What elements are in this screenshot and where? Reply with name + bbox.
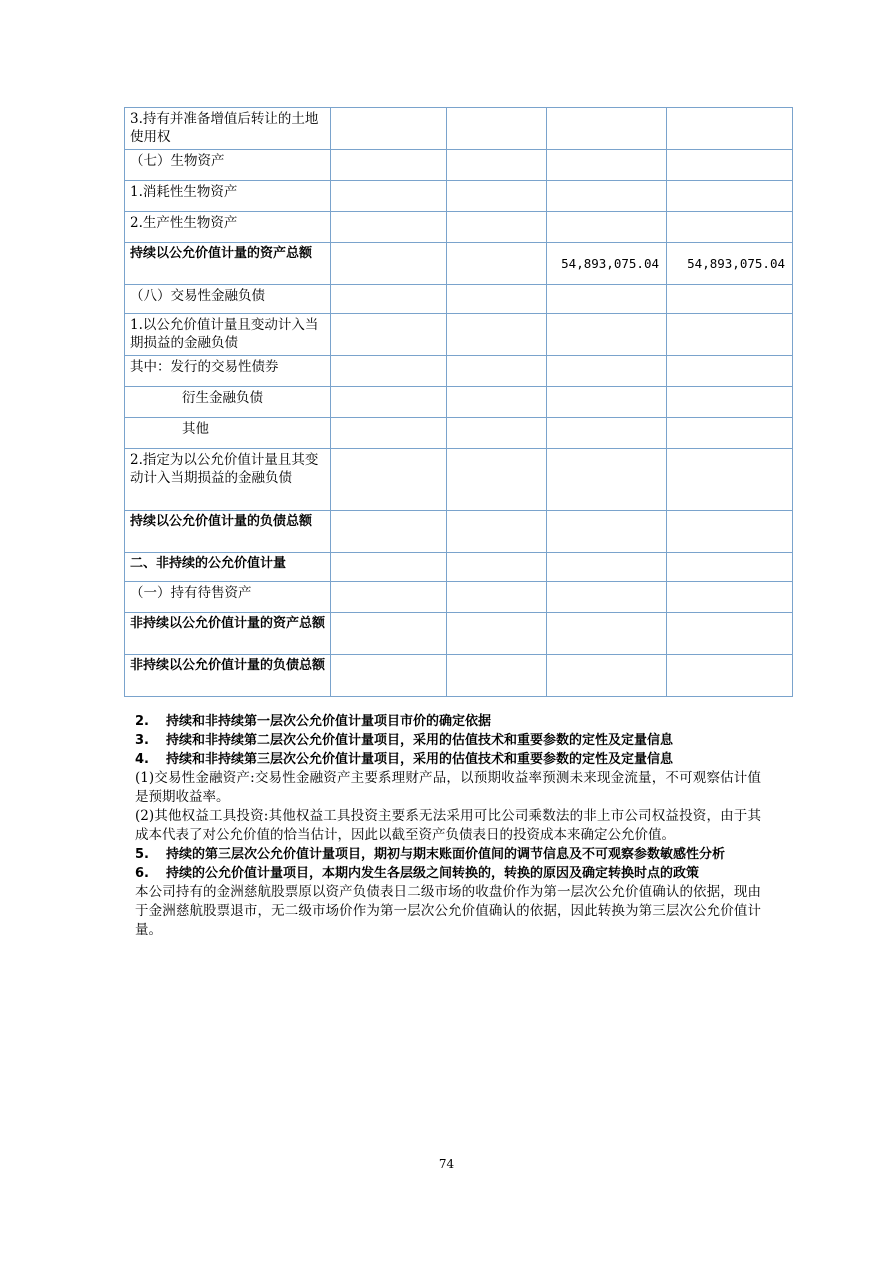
heading-text: 持续和非持续第一层次公允价值计量项目市价的确定依据	[166, 714, 492, 729]
cell	[447, 582, 547, 613]
cell	[667, 582, 793, 613]
cell	[447, 449, 547, 511]
cell	[331, 314, 447, 356]
cell	[331, 418, 447, 449]
cell	[667, 356, 793, 387]
row-label: （一）持有待售资产	[125, 582, 331, 613]
heading-3	[135, 731, 761, 750]
cell	[331, 655, 447, 697]
cell	[667, 212, 793, 243]
cell-total-value: 54,893,075.04	[667, 243, 793, 285]
table-row	[125, 655, 793, 697]
cell	[447, 150, 547, 181]
cell	[667, 387, 793, 418]
table-row	[125, 243, 793, 285]
table-row	[125, 150, 793, 181]
cell	[447, 285, 547, 314]
cell	[667, 449, 793, 511]
cell	[547, 356, 667, 387]
paragraph-equity-investments: (2)其他权益工具投资:其他权益工具投资主要系无法采用可比公司乘数法的非上市公司权益投资，由于其成本代表了对公允价值的恰当估计，因此以截至资产负债表日的投资成本来确定公允价值。	[135, 808, 761, 843]
cell	[667, 418, 793, 449]
cell	[547, 655, 667, 697]
cell	[447, 511, 547, 553]
cell	[547, 511, 667, 553]
row-label: 非持续以公允价值计量的资产总额	[125, 613, 331, 655]
cell	[667, 553, 793, 582]
row-label: 其中：发行的交易性债券	[125, 356, 331, 387]
heading-4	[135, 750, 761, 769]
fair-value-table	[124, 107, 793, 697]
heading-number: 2.	[135, 714, 149, 729]
table-row	[125, 449, 793, 511]
heading-2	[135, 712, 761, 731]
table-row	[125, 212, 793, 243]
cell	[447, 356, 547, 387]
cell	[547, 613, 667, 655]
table-row	[125, 314, 793, 356]
cell	[667, 108, 793, 150]
cell	[667, 511, 793, 553]
heading-text: 持续和非持续第二层次公允价值计量项目，采用的估值技术和重要参数的定性及定量信息	[166, 733, 674, 748]
heading-6	[135, 864, 761, 883]
cell	[547, 150, 667, 181]
notes-section	[135, 712, 761, 940]
cell	[331, 108, 447, 150]
cell	[447, 553, 547, 582]
cell	[447, 655, 547, 697]
cell	[547, 387, 667, 418]
row-label: 其他	[125, 418, 331, 449]
row-label: 非持续以公允价值计量的负债总额	[125, 655, 331, 697]
cell-level3-value: 54,893,075.04	[547, 243, 667, 285]
heading-5	[135, 845, 761, 864]
cell	[331, 511, 447, 553]
cell	[547, 285, 667, 314]
cell	[547, 314, 667, 356]
row-label: 3.持有并准备增值后转让的土地使用权	[125, 108, 331, 150]
cell	[447, 314, 547, 356]
cell	[447, 418, 547, 449]
row-label: （八）交易性金融负债	[125, 285, 331, 314]
table-row	[125, 387, 793, 418]
row-label: 2.生产性生物资产	[125, 212, 331, 243]
heading-text: 持续的公允价值计量项目，本期内发生各层级之间转换的，转换的原因及确定转换时点的政策	[166, 866, 700, 881]
cell	[547, 212, 667, 243]
cell	[331, 181, 447, 212]
cell	[547, 108, 667, 150]
row-label: 1.以公允价值计量且变动计入当期损益的金融负债	[125, 314, 331, 356]
cell	[331, 449, 447, 511]
table-row	[125, 418, 793, 449]
cell	[547, 181, 667, 212]
paragraph-level-transfer: 本公司持有的金洲慈航股票原以资产负债表日二级市场的收盘价作为第一层次公允价值确认的依据，现由于金洲慈航股票退市，无二级市场价作为第一层次公允价值确认的依据，因此转换为第三层次公允价值计量。	[135, 884, 761, 938]
cell	[331, 150, 447, 181]
row-label: （七）生物资产	[125, 150, 331, 181]
table-row	[125, 356, 793, 387]
cell	[667, 314, 793, 356]
heading-number: 4.	[135, 752, 149, 767]
table-row	[125, 582, 793, 613]
table-row	[125, 553, 793, 582]
cell	[331, 613, 447, 655]
table-row	[125, 285, 793, 314]
heading-text: 持续和非持续第三层次公允价值计量项目，采用的估值技术和重要参数的定性及定量信息	[166, 752, 674, 767]
cell	[447, 108, 547, 150]
cell	[447, 613, 547, 655]
page-number: 74	[438, 1157, 455, 1171]
cell	[331, 243, 447, 285]
cell	[331, 285, 447, 314]
heading-text: 持续的第三层次公允价值计量项目，期初与期末账面价值间的调节信息及不可观察参数敏感性分析	[166, 847, 726, 862]
cell	[331, 553, 447, 582]
paragraph-trading-assets: (1)交易性金融资产:交易性金融资产主要系理财产品，以预期收益率预测未来现金流量，不可观察估计值是预期收益率。	[135, 770, 761, 805]
table-row	[125, 613, 793, 655]
cell	[667, 150, 793, 181]
cell	[667, 181, 793, 212]
cell	[547, 449, 667, 511]
heading-number: 5.	[135, 847, 149, 862]
cell	[447, 387, 547, 418]
row-label: 持续以公允价值计量的负债总额	[125, 511, 331, 553]
cell	[331, 387, 447, 418]
row-label: 衍生金融负债	[125, 387, 331, 418]
row-label: 二、非持续的公允价值计量	[125, 553, 331, 582]
heading-number: 3.	[135, 733, 149, 748]
row-label: 1.消耗性生物资产	[125, 181, 331, 212]
cell	[331, 582, 447, 613]
cell	[547, 418, 667, 449]
cell	[667, 613, 793, 655]
row-label: 2.指定为以公允价值计量且其变动计入当期损益的金融负债	[125, 449, 331, 511]
table-row	[125, 181, 793, 212]
heading-number: 6.	[135, 866, 149, 881]
table-row	[125, 511, 793, 553]
cell	[667, 655, 793, 697]
table-row	[125, 108, 793, 150]
cell	[547, 582, 667, 613]
cell	[331, 212, 447, 243]
cell	[447, 181, 547, 212]
cell	[447, 212, 547, 243]
cell	[447, 243, 547, 285]
row-label: 持续以公允价值计量的资产总额	[125, 243, 331, 285]
cell	[667, 285, 793, 314]
cell	[331, 356, 447, 387]
cell	[547, 553, 667, 582]
